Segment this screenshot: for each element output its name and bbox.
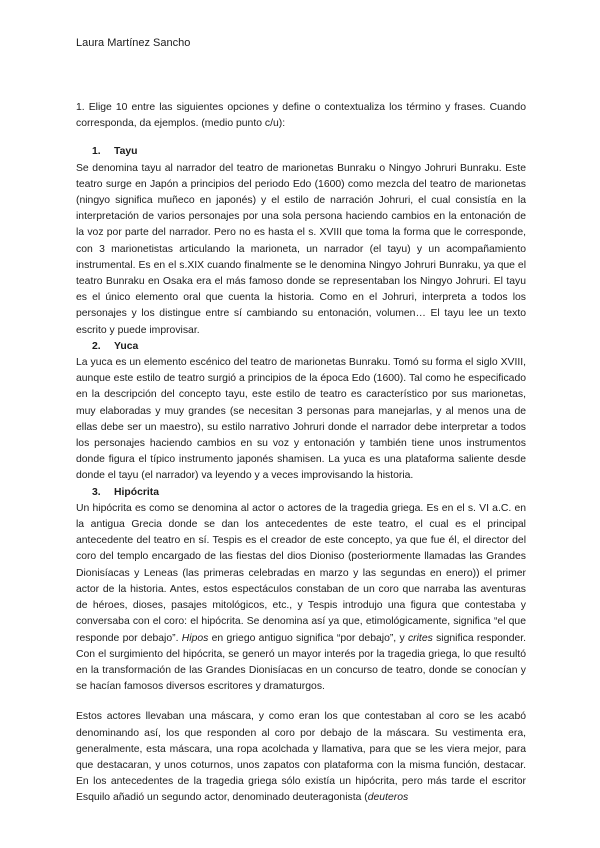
section-number: 3. <box>92 486 101 498</box>
section-title: Tayu <box>114 146 138 158</box>
text-segment: significa responder. Con el surgimiento del hipócrita, se generó un mayor interés por la tragedia griega, lo que resultó en la transformación de las Grandes Dionisíacas en un concurso de teatro, donde se conocían y se hacían famosos diversos escritores y dramaturgos. <box>76 632 527 693</box>
section-text-tayu: Se denomina tayu al narrador del teatro de marionetas Bunraku o Ningyo Johruri Bunraku. Este teatro surge en Japón a principios del periodo Edo (1600) como mezcla del teatro de marionetas (ningyo significa muñeco en japonés) y el estilo de narración Johruri, el cual consistía en la interpretación de varios personajes por una sola persona haciendo cambios en la entonación de la voz por parte del narrador. Pero no es hasta el s. XVIII que toma la forma que le corresponde, con 3 marionetistas articulando la marioneta, un narrador (el tayu) y un acompañamiento instrumental. Es en el s.XIX cuando finalmente se le denomina Ningyo Johruri Bunraku, ya que el teatro Bunraku en Osaka era el más famoso donde se representaban los Ningyo Johruri. El tayu es el único elemento oral que cuenta la historia. Como en el Johruri, interpreta a todos los personajes y los distingue entre sí cambiando su entonación, volumen… El tayu lee un texto escrito y puede improvisar. <box>76 162 526 336</box>
question-intro: 1. Elige 10 entre las siguientes opciones y define o contextualiza los término y frases. Cuando corresponda, da ejemplos. (medio punto c/u): <box>76 102 526 130</box>
text-segment: Un hipócrita es como se denomina al actor o actores de la tragedia griega. Es en el s. VI a.C. en la antigua Grecia donde se dan los antecedentes de este teatro, el cual es el principal antecedente del teatro en sí. Tespis es el creador de este concepto, ya que fue él, el director del coro del templo encargado de las fiestas del dios Dioniso (posteriormente llamadas las Grandes Dionisíacas y Leneas (las primeras celebradas en marzo y las segundas en enero)) el primer actor de la historia. Antes, estos espectáculos constaban de un coro que narraba las aventuras de héroes, dioses, pasajes mitológicos, etc., y Tespis introdujo una figura que contestaba y conversaba con el coro: el hipócrita. Se denomina así ya que, etimológicamente, significa “el que responde por debajo”. <box>76 502 526 644</box>
section-text-yuca: La yuca es un elemento escénico del teatro de marionetas Bunraku. Tomó su forma el siglo XVIII, aunque este estilo de teatro surgió a principios de la época Edo (1600). Tal como he especificado en la descripción del concepto tayu, este estilo de teatro es característico por sus marionetas, muy elaboradas y muy grandes (se necesitan 3 personas para manejarlas, y al menos una de ellas debe ser un maestro), su estilo narrativo Johruri donde el narrador debe interpretar a todos los personajes haciendo cambios en su voz y entonación y también tiene unos instrumentos donde figura el típico instrumento japonés shamisen. La yuca es una plataforma saliente desde donde el tayu (el narrador) va leyendo y a veces improvisando la historia. <box>76 357 526 482</box>
section-number: 2. <box>92 340 101 352</box>
document-body <box>76 100 526 807</box>
section-heading-hipocrita <box>76 485 526 501</box>
author-name: Laura Martínez Sancho <box>76 37 191 49</box>
section-number: 1. <box>92 146 101 158</box>
section-title: Hipócrita <box>114 486 160 498</box>
text-segment: en griego antiguo significa “por debajo”, y <box>211 632 405 644</box>
section-heading-yuca <box>76 339 526 355</box>
section-title: Yuca <box>114 340 139 352</box>
italic-term: crites <box>407 632 433 644</box>
section-text-hipocrita-continued <box>76 709 526 806</box>
italic-term: deuteros <box>367 792 409 804</box>
text-segment: Estos actores llevaban una máscara, y como eran los que contestaban al coro se les acabó denominando así, los que responden al coro por debajo de la máscara. Su vestimenta era, generalmente, esta máscara, una ropa acolchada y llamativa, para que se les viera mejor, para que destacaran, y unos coturnos, unos zapatos con plataforma con la misma función, destacar. En los antecedentes de la tragedia griega sólo existía un hipócrita, pero más tarde el escritor Esquilo añadió un segundo actor, denominado deuteragonista ( <box>76 711 526 804</box>
italic-term: Hipos <box>181 632 209 644</box>
section-text-hipocrita <box>76 501 526 695</box>
section-heading-tayu <box>76 144 526 160</box>
